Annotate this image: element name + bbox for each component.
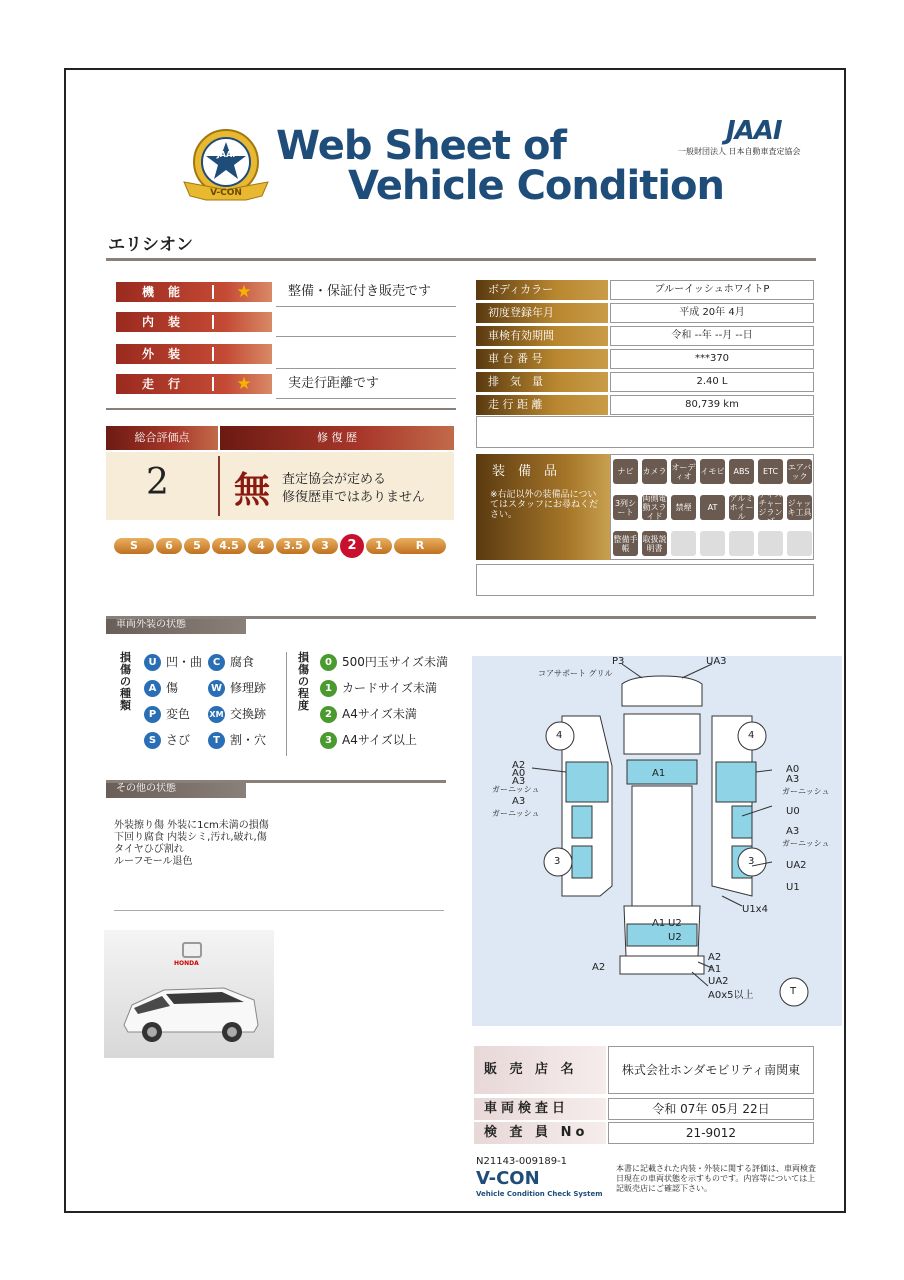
type-xm-text: 交換跡: [230, 707, 267, 721]
type-u-icon: U: [144, 654, 161, 671]
label-u2-rear-1: U2: [668, 918, 682, 929]
label-u1-right: U1: [786, 882, 800, 893]
vehicle-condition-sheet: [64, 68, 846, 1213]
equip-airbag: エアバック: [787, 459, 812, 484]
equip-empty-1: [671, 531, 696, 556]
equip-power-slide: 両側電動スライド: [642, 494, 667, 521]
repair-text-1: 査定協会が定める: [282, 472, 387, 487]
vcon-brand: V-CON: [476, 1168, 540, 1189]
equip-immobilizer: イモビ: [700, 459, 725, 484]
scale-r: R: [394, 538, 446, 554]
inspection-date-value: 令和 07年 05月 22日: [608, 1098, 814, 1120]
other-line-3: タイヤひび割れ: [114, 844, 184, 855]
inspector-label: 検 査 員 No: [474, 1122, 606, 1144]
shop-name-value: 株式会社ホンダモビリティ南関東: [608, 1046, 814, 1094]
doc-number: N21143-009189-1: [476, 1156, 568, 1167]
other-line-1: 外装擦り傷 外装に1cm未満の損傷: [114, 820, 269, 831]
car-silhouette-icon: [114, 970, 264, 1050]
label-ua2-right: UA2: [786, 860, 807, 871]
rating-row-interior: [116, 312, 446, 332]
label-a3-right: A3: [786, 774, 800, 785]
rating-divider: [212, 285, 214, 299]
type-p-icon: P: [144, 706, 161, 723]
damage-type-heading: 損傷の種類: [120, 651, 131, 712]
exterior-section-line: [106, 616, 816, 619]
score-body: [106, 452, 454, 520]
honda-logo-icon: [182, 942, 202, 958]
label-tire-fl: 4: [556, 730, 563, 741]
label-ua2-bottom: UA2: [708, 976, 729, 987]
label-t-mark: T: [790, 986, 797, 997]
equip-empty-2: [700, 531, 725, 556]
spec-value-inspection: 令和 --年 --月 --日: [610, 326, 814, 346]
label-tire-rl: 3: [554, 856, 561, 867]
rating-text: 整備・保証付き販売です: [288, 284, 432, 299]
spec-label-chassis: 車 台 番 号: [476, 349, 608, 369]
rating-underline: [276, 368, 456, 369]
spec-value-mileage: 80,739 km: [610, 395, 814, 415]
equip-alloy: アルミホイール: [729, 494, 754, 521]
rating-label: 機能: [116, 282, 272, 302]
title-line-1: Web Sheet of: [276, 123, 566, 169]
type-c-icon: C: [208, 654, 225, 671]
equip-navi: ナビ: [613, 459, 638, 484]
rating-underline: [276, 336, 456, 337]
other-line-4: ルーフモール退色: [114, 856, 193, 867]
star-icon: ★: [236, 282, 252, 302]
rating-label: 外装: [116, 344, 272, 364]
equip-empty-4: [758, 531, 783, 556]
type-xm-icon: XM: [208, 706, 225, 723]
spec-value-displacement: 2.40 L: [610, 372, 814, 392]
label-a0-left: A0: [512, 768, 526, 779]
star-icon: ★: [236, 374, 252, 394]
equip-etc: ETC: [758, 459, 783, 484]
equip-empty-5: [787, 531, 812, 556]
score-head-right: 修 復 歴: [220, 426, 454, 450]
label-a1-bottom: A1: [708, 964, 722, 975]
header-divider: [106, 258, 816, 261]
equip-jack: ジャッキ工具: [787, 495, 812, 520]
damage-diagram: [472, 656, 842, 1026]
equip-non-smoking: 禁煙: [671, 495, 696, 520]
type-w-text: 修理跡: [230, 681, 267, 695]
scale-1: 1: [366, 538, 392, 554]
degree-2-icon: 2: [320, 706, 337, 723]
rating-row-exterior: [116, 344, 446, 364]
shop-name-label: 販 売 店 名: [474, 1046, 606, 1094]
rating-divider: [212, 315, 214, 329]
scale-5: 5: [184, 538, 210, 554]
type-t-icon: T: [208, 732, 225, 749]
ratings-divider: [106, 408, 456, 410]
scale-3-5: 3.5: [276, 538, 310, 554]
label-a2-left: A2: [512, 760, 526, 771]
rating-underline: [276, 306, 456, 307]
badge-text: V-CON: [210, 188, 242, 198]
score-scale: [114, 534, 450, 558]
degree-0-text: 500円玉サイズ未満: [342, 655, 448, 669]
equip-at: AT: [700, 495, 725, 520]
equip-maintenance-book: 整備手帳: [613, 531, 638, 556]
rating-row-mileage: [116, 374, 446, 394]
label-a3-left-2: A3: [512, 796, 526, 807]
type-a-icon: A: [144, 680, 161, 697]
spec-label-displacement: 排 気 量: [476, 372, 608, 392]
other-section-line: [106, 780, 446, 783]
car-photo: [104, 930, 274, 1058]
spec-table: [476, 280, 814, 420]
spec-value-chassis: ***370: [610, 349, 814, 369]
spec-value-color: ブルーイッシュホワイトP: [610, 280, 814, 300]
label-a1-roof: A1: [652, 768, 666, 779]
scale-2-selected: 2: [340, 534, 364, 558]
equipment-note: ※右記以外の装備品についてはスタッフにお尋ねください。: [490, 490, 599, 520]
disclaimer: 本書に記載された内装・外装に関する評価は、車両検査日現在の車両状態を示すものです。内容等については上記販売店にご確認下さい。: [616, 1164, 816, 1193]
score-value: 2: [146, 462, 169, 503]
label-tire-fr: 4: [748, 730, 755, 741]
type-s-icon: S: [144, 732, 161, 749]
label-u0-right: U0: [786, 806, 800, 817]
degree-1-text: カードサイズ未満: [342, 681, 438, 695]
type-t-text: 割・穴: [230, 733, 267, 747]
equipment-title: 装 備 品: [492, 464, 558, 479]
spec-label-registration: 初度登録年月: [476, 303, 608, 323]
jaai-logo: JAAI: [726, 116, 782, 146]
equipment-empty-box: [476, 564, 814, 596]
type-w-icon: W: [208, 680, 225, 697]
rating-divider: [212, 347, 214, 361]
equip-manual: 取扱説明書: [642, 531, 667, 556]
badge-top-text: JAAI: [216, 150, 236, 159]
repair-mark: 無: [234, 469, 271, 511]
equip-abs: ABS: [729, 459, 754, 484]
degree-3-icon: 3: [320, 732, 337, 749]
label-a0-right: A0: [786, 764, 800, 775]
degree-1-icon: 1: [320, 680, 337, 697]
other-line-2: 下回り腐食 内装シミ,汚れ,破れ,傷: [114, 832, 267, 843]
label-garnish-r2: ガーニッシュ: [782, 839, 830, 848]
equip-camera: カメラ: [642, 459, 667, 484]
vcon-badge: [176, 126, 276, 206]
label-core-support: コアサポート グリル: [538, 669, 613, 678]
type-a-text: 傷: [166, 681, 179, 695]
label-tire-rr: 3: [748, 856, 755, 867]
label-a2-bottom-left: A2: [592, 962, 606, 973]
rating-divider: [212, 377, 214, 391]
type-s-text: さび: [166, 733, 191, 747]
label-ua3: UA3: [706, 656, 727, 667]
rating-row-function: [116, 282, 446, 302]
label-u1x4: U1x4: [742, 904, 768, 915]
spec-empty-box: [476, 416, 814, 448]
scale-s: S: [114, 538, 154, 554]
label-a0x5: A0x5以上: [708, 990, 754, 1001]
equipment-panel: [476, 454, 610, 560]
spec-value-registration: 平成 20年 4月: [610, 303, 814, 323]
label-a1-rear: A1: [652, 918, 666, 929]
rating-underline: [276, 398, 456, 399]
degree-0-icon: 0: [320, 654, 337, 671]
title-line-2: Vehicle Condition: [348, 163, 725, 209]
rating-text: 実走行距離です: [288, 376, 380, 391]
other-section-title: その他の状態: [106, 780, 246, 798]
label-garnish-r1: ガーニッシュ: [782, 787, 830, 796]
equip-empty-3: [729, 531, 754, 556]
label-a3-left: A3: [512, 776, 526, 787]
damage-degree-heading: 損傷の程度: [298, 651, 309, 712]
legend-divider: [286, 652, 287, 756]
label-p3: P3: [612, 656, 625, 667]
rating-label: 内装: [116, 312, 272, 332]
other-underline: [114, 910, 444, 911]
label-garnish-l2: ガーニッシュ: [492, 809, 540, 818]
spec-label-mileage: 走 行 距 離: [476, 395, 608, 415]
type-c-text: 腐食: [230, 655, 255, 669]
car-name: エリシオン: [108, 235, 193, 255]
exterior-section-title: 車両外装の状態: [106, 616, 246, 634]
ratings-block: [116, 282, 446, 402]
inspection-date-label: 車両検査日: [474, 1098, 606, 1120]
label-a2-bottom-right: A2: [708, 952, 722, 963]
type-u-text: 凹・曲: [166, 655, 203, 669]
inspector-value: 21-9012: [608, 1122, 814, 1144]
equip-3rd-row: 3列シート: [613, 495, 638, 520]
score-head-left: 総合評価点: [106, 426, 218, 450]
rating-label: 走行: [116, 374, 272, 394]
scale-4: 4: [248, 538, 274, 554]
score-divider: [218, 456, 220, 516]
scale-3: 3: [312, 538, 338, 554]
equip-audio: オーディオ: [671, 459, 696, 484]
label-a3-right-2: A3: [786, 826, 800, 837]
spec-label-inspection: 車検有効期間: [476, 326, 608, 346]
degree-3-text: A4サイズ以上: [342, 733, 417, 747]
scale-4-5: 4.5: [212, 538, 246, 554]
equip-hid: ディスチャージランプ: [758, 489, 783, 526]
label-garnish-l1: ガーニッシュ: [492, 785, 540, 794]
degree-2-text: A4サイズ未満: [342, 707, 417, 721]
org-name: 一般財団法人 日本自動車査定協会: [678, 147, 801, 156]
photo-brand: HONDA: [174, 960, 199, 967]
spec-label-color: ボディカラー: [476, 280, 608, 300]
label-u2-rear-2: U2: [668, 932, 682, 943]
vcon-brand-sub: Vehicle Condition Check System: [476, 1190, 603, 1198]
repair-text-2: 修復歴車ではありません: [282, 490, 426, 505]
scale-6: 6: [156, 538, 182, 554]
type-p-text: 変色: [166, 707, 191, 721]
equipment-grid: [610, 454, 814, 560]
